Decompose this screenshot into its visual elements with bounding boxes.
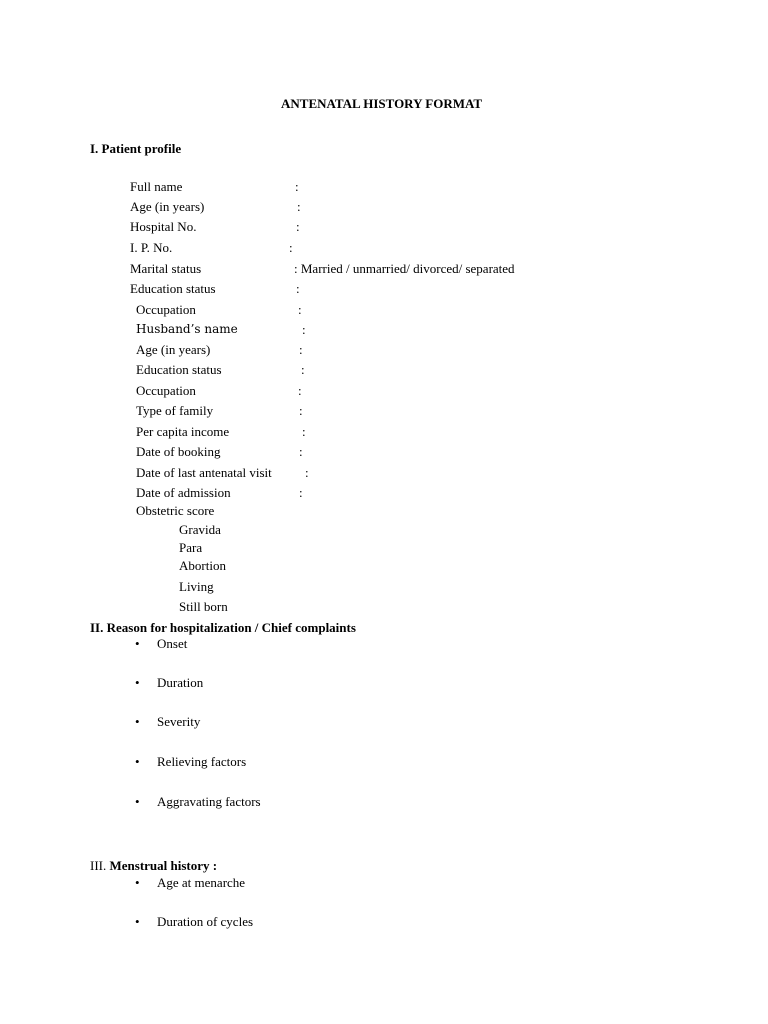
field-label-type-of-family: Type of family xyxy=(136,403,214,418)
field-colon-full-name: : xyxy=(295,179,299,194)
field-label-hospital-no: Hospital No. xyxy=(130,219,197,234)
field-label-date-of-admission: Date of admission xyxy=(136,485,231,500)
field-colon-husband-age: : xyxy=(299,342,303,357)
list-item-text: Duration of cycles xyxy=(157,914,254,929)
bullet-glyph: • xyxy=(135,675,140,690)
section-heading-menstrual-history xyxy=(90,858,217,873)
bullet-glyph: • xyxy=(135,794,140,809)
obstetric-item-abortion: Abortion xyxy=(179,558,226,573)
list-item-text: Duration xyxy=(157,675,204,690)
field-label-marital-status: Marital status xyxy=(130,261,202,276)
field-colon-type-of-family: : xyxy=(299,403,303,418)
field-colon-date-of-admission: : xyxy=(299,485,303,500)
field-label-husband-education: Education status xyxy=(136,362,222,377)
field-colon-ip-no: : xyxy=(289,240,293,255)
field-colon-occupation: : xyxy=(298,302,302,317)
bullet-glyph: • xyxy=(135,914,140,929)
obstetric-item-still-born: Still born xyxy=(179,599,228,614)
field-colon-education-status: : xyxy=(296,281,300,296)
bullet-glyph: • xyxy=(135,714,140,729)
field-colon-husband-education: : xyxy=(301,362,305,377)
field-label-husband-age: Age (in years) xyxy=(136,342,211,357)
field-label-occupation: Occupation xyxy=(136,302,196,317)
field-label-ip-no: I. P. No. xyxy=(130,240,173,255)
list-item-text: Relieving factors xyxy=(157,754,247,769)
field-label-education-status: Education status xyxy=(130,281,216,296)
field-colon-date-last-antenatal-visit: : xyxy=(305,465,309,480)
bullet-glyph: • xyxy=(135,636,140,651)
section-title: Menstrual history : xyxy=(109,858,218,873)
field-label-husbands-name: Husband’s name xyxy=(136,322,238,336)
field-value-marital-status: : Married / unmarried/ divorced/ separated xyxy=(294,261,515,276)
section-number: III. xyxy=(90,858,107,873)
list-item-text: Onset xyxy=(157,636,188,651)
list-item-text: Age at menarche xyxy=(157,875,246,890)
obstetric-item-gravida: Gravida xyxy=(179,522,221,537)
field-colon-age: : xyxy=(297,199,301,214)
field-label-husband-occupation: Occupation xyxy=(136,383,196,398)
field-colon-per-capita-income: : xyxy=(302,424,306,439)
obstetric-item-living: Living xyxy=(179,579,214,594)
field-colon-hospital-no: : xyxy=(296,219,300,234)
field-label-obstetric-score: Obstetric score xyxy=(136,503,215,518)
field-colon-husbands-name: : xyxy=(302,322,306,337)
field-label-date-last-antenatal-visit: Date of last antenatal visit xyxy=(136,465,272,480)
field-label-date-of-booking: Date of booking xyxy=(136,444,221,459)
list-item-text: Severity xyxy=(157,714,201,729)
field-label-per-capita-income: Per capita income xyxy=(136,424,230,439)
obstetric-item-para: Para xyxy=(179,540,203,555)
section-heading-chief-complaints: II. Reason for hospitalization / Chief complaints xyxy=(90,620,356,635)
section-heading-patient-profile: I. Patient profile xyxy=(90,141,182,156)
field-colon-husband-occupation: : xyxy=(298,383,302,398)
bullet-glyph: • xyxy=(135,754,140,769)
field-label-full-name: Full name xyxy=(130,179,183,194)
document-title: ANTENATAL HISTORY FORMAT xyxy=(281,96,483,111)
list-item-text: Aggravating factors xyxy=(157,794,261,809)
field-label-age: Age (in years) xyxy=(130,199,205,214)
field-colon-date-of-booking: : xyxy=(299,444,303,459)
bullet-glyph: • xyxy=(135,875,140,890)
